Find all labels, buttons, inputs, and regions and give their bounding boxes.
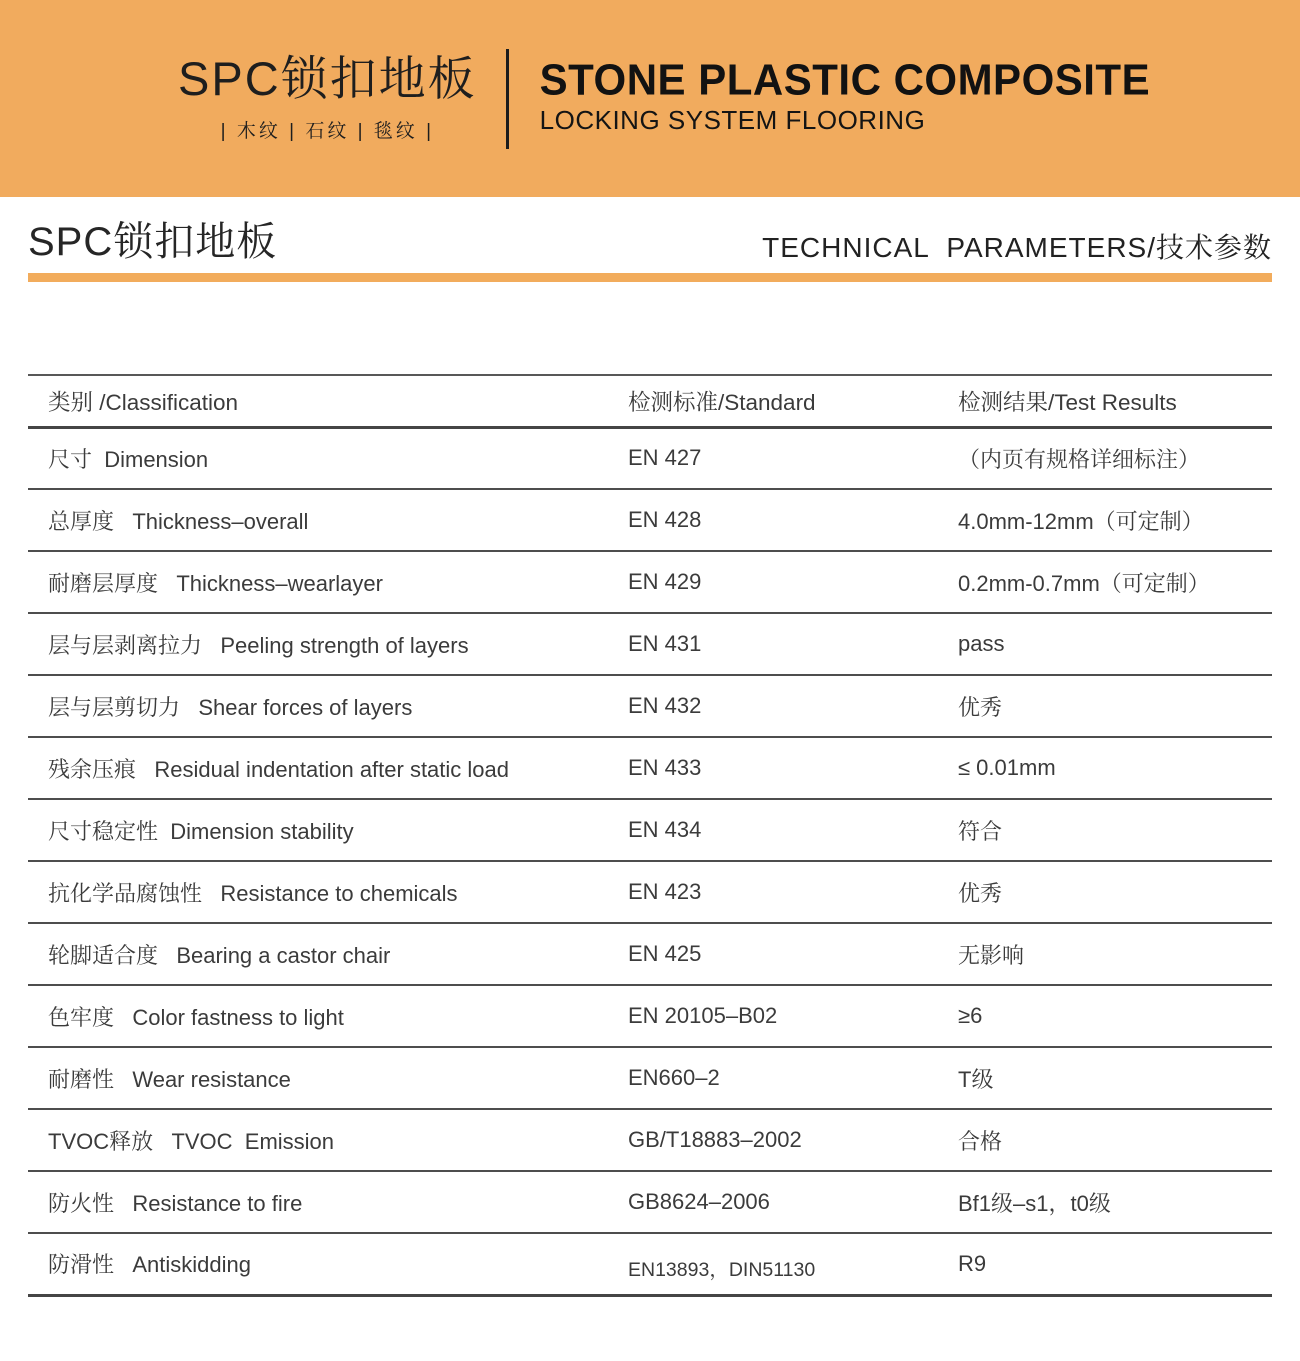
cell-result: 符合 [958, 799, 1272, 861]
cell-result: ≥6 [958, 985, 1272, 1047]
table-row [28, 489, 1272, 551]
cell-result: 0.2mm-0.7mm（可定制） [958, 551, 1272, 613]
table-row [28, 737, 1272, 799]
cell-result: （内页有规格详细标注） [958, 427, 1272, 489]
banner-right-block [539, 55, 1151, 137]
cell-classification: 色牢度 Color fastness to light [28, 985, 628, 1047]
section-heading [28, 222, 1272, 262]
column-header-classification: 类别 /Classification [28, 375, 628, 427]
table-row [28, 1109, 1272, 1171]
cell-result: 合格 [958, 1109, 1272, 1171]
cell-classification: 残余压痕 Residual indentation after static load [28, 737, 628, 799]
banner-subtitle-en: LOCKING SYSTEM FLOORING [539, 105, 926, 135]
table-row [28, 551, 1272, 613]
cell-classification: TVOC释放 TVOC Emission [28, 1109, 628, 1171]
table-header-row [28, 375, 1272, 427]
cell-result: R9 [958, 1233, 1272, 1295]
cell-standard: EN 428 [628, 489, 958, 551]
cell-standard: EN660–2 [628, 1047, 958, 1109]
cell-classification: 耐磨性 Wear resistance [28, 1047, 628, 1109]
banner-left-block [178, 51, 477, 143]
table-row [28, 1047, 1272, 1109]
cell-standard: EN 425 [628, 923, 958, 985]
cell-classification: 层与层剥离拉力 Peeling strength of layers [28, 613, 628, 675]
table-row [28, 427, 1272, 489]
table-row [28, 799, 1272, 861]
cell-classification: 耐磨层厚度 Thickness–wearlayer [28, 551, 628, 613]
cell-classification: 防火性 Resistance to fire [28, 1171, 628, 1233]
table-row [28, 1233, 1272, 1295]
cell-classification: 尺寸稳定性 Dimension stability [28, 799, 628, 861]
cell-standard: GB/T18883–2002 [628, 1109, 958, 1171]
column-header-standard: 检测标准/Standard [628, 375, 958, 427]
cell-result: ≤ 0.01mm [958, 737, 1272, 799]
table-row [28, 861, 1272, 923]
brand-banner [0, 0, 1300, 197]
section-title: SPC锁扣地板 [28, 220, 278, 264]
cell-result: 优秀 [958, 861, 1272, 923]
cell-result: 无影响 [958, 923, 1272, 985]
cell-classification: 防滑性 Antiskidding [28, 1233, 628, 1295]
cell-classification: 总厚度 Thickness–overall [28, 489, 628, 551]
table-row [28, 675, 1272, 737]
banner-title-en: STONE PLASTIC COMPOSITE [539, 55, 1151, 105]
cell-result: Bf1级–s1，t0级 [958, 1171, 1272, 1233]
table-row [28, 985, 1272, 1047]
cell-classification: 尺寸 Dimension [28, 427, 628, 489]
cell-classification: 轮脚适合度 Bearing a castor chair [28, 923, 628, 985]
cell-standard: EN 431 [628, 613, 958, 675]
technical-parameters-table [28, 374, 1272, 1297]
cell-standard: EN 20105–B02 [628, 985, 958, 1047]
banner-divider [506, 49, 509, 149]
cell-standard: EN 423 [628, 861, 958, 923]
accent-rule [28, 273, 1272, 282]
table-row [28, 613, 1272, 675]
cell-result: 优秀 [958, 675, 1272, 737]
table-row [28, 1171, 1272, 1233]
column-header-result: 检测结果/Test Results [958, 375, 1272, 427]
cell-result: 4.0mm-12mm（可定制） [958, 489, 1272, 551]
cell-standard: EN 434 [628, 799, 958, 861]
cell-standard: EN 432 [628, 675, 958, 737]
table-row [28, 923, 1272, 985]
cell-standard: EN 433 [628, 737, 958, 799]
cell-classification: 抗化学品腐蚀性 Resistance to chemicals [28, 861, 628, 923]
cell-result: T级 [958, 1047, 1272, 1109]
cell-classification: 层与层剪切力 Shear forces of layers [28, 675, 628, 737]
cell-standard: EN 427 [628, 427, 958, 489]
banner-title-cn: SPC锁扣地板 [178, 51, 477, 105]
section-subtitle: TECHNICAL PARAMETERS/技术参数 [762, 232, 1272, 263]
banner-subtitle-cn: | 木纹 | 石纹 | 毯纹 | [220, 120, 435, 142]
cell-standard: GB8624–2006 [628, 1171, 958, 1233]
cell-standard: EN 429 [628, 551, 958, 613]
cell-result: pass [958, 613, 1272, 675]
cell-standard: EN13893，DIN51130 [628, 1233, 958, 1295]
